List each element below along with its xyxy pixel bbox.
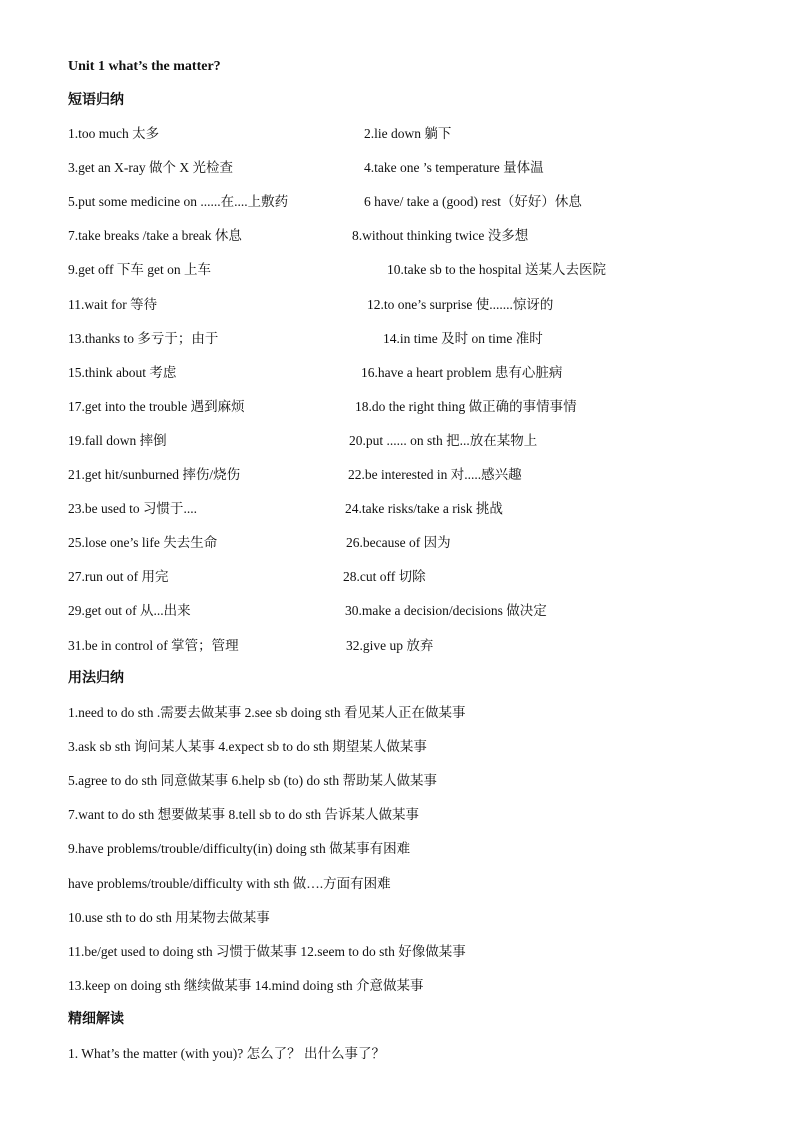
usage-item: 10.use sth to do sth 用某物去做某事 bbox=[68, 909, 270, 925]
phrase-item: 2.lie down 躺下 bbox=[364, 126, 452, 141]
phrase-item: 5.put some medicine on ......在....上敷药 bbox=[68, 194, 289, 210]
phrase-item: 26.because of 因为 bbox=[346, 535, 451, 551]
phrase-item: 15.think about 考虑 bbox=[68, 364, 177, 380]
phrase-item: 16.have a heart problem 患有心脏病 bbox=[361, 364, 563, 380]
phrase-item: 9.get off 下车 get on 上车 bbox=[68, 262, 211, 278]
phrase-item: 13.thanks to 多亏于；由于 bbox=[68, 330, 219, 346]
phrase-item: 19.fall down 摔倒 bbox=[68, 432, 167, 448]
phrase-item: 22.be interested in 对.....感兴趣 bbox=[348, 467, 522, 482]
phrase-item: 8.without thinking twice 没多想 bbox=[352, 228, 529, 244]
phrase-item: 17.get into the trouble 遇到麻烦 bbox=[68, 398, 245, 414]
reading-item: 1. What’s the matter (with you)? 怎么了？ 出什么事了？ bbox=[68, 1046, 385, 1061]
phrase-item: 18.do the right thing 做正确的事情事情 bbox=[355, 398, 577, 414]
usage-item: 9.have problems/trouble/difficulty(in) doing sth 做某事有困难 bbox=[68, 841, 411, 857]
phrase-item: 11.wait for 等待 bbox=[68, 296, 158, 312]
phrase-item: 32.give up 放弃 bbox=[346, 637, 434, 653]
usage-item: 7.want to do sth 想要做某事 8.tell sb to do sth 告诉某人做某事 bbox=[68, 807, 419, 823]
unit-title: Unit 1 what’s the matter? bbox=[68, 59, 221, 74]
phrase-item: 27.run out of 用完 bbox=[68, 569, 169, 585]
phrase-item: 25.lose one’s life 失去生命 bbox=[68, 535, 218, 551]
section-heading-reading: 精细解读 bbox=[68, 1012, 124, 1027]
usage-item: have problems/trouble/difficulty with sth 做….方面有困难 bbox=[68, 875, 391, 891]
phrase-item: 3.get an X-ray 做个 X 光检查 bbox=[68, 160, 233, 176]
phrase-item: 7.take breaks /take a break 休息 bbox=[68, 228, 242, 244]
phrase-item: 4.take one ’s temperature 量体温 bbox=[364, 160, 544, 176]
phrase-item: 14.in time 及时 on time 准时 bbox=[383, 330, 543, 346]
phrase-item: 1.too much 太多 bbox=[68, 126, 160, 141]
usage-item: 13.keep on doing sth 继续做某事 14.mind doing sth 介意做某事 bbox=[68, 977, 424, 993]
phrase-item: 21.get hit/sunburned 摔伤/烧伤 bbox=[68, 467, 241, 482]
phrase-item: 30.make a decision/decisions 做决定 bbox=[345, 603, 547, 619]
section-heading-phrases: 短语归纳 bbox=[68, 93, 124, 108]
phrase-item: 23.be used to 习惯于.... bbox=[68, 501, 197, 517]
phrase-item: 28.cut off 切除 bbox=[343, 569, 426, 585]
phrase-item: 24.take risks/take a risk 挑战 bbox=[345, 501, 503, 517]
usage-item: 5.agree to do sth 同意做某事 6.help sb (to) do sth 帮助某人做某事 bbox=[68, 773, 437, 789]
usage-item: 11.be/get used to doing sth 习惯于做某事 12.seem to do sth 好像做某事 bbox=[68, 943, 466, 959]
section-heading-usage: 用法归纳 bbox=[68, 671, 124, 686]
phrase-item: 20.put ...... on sth 把...放在某物上 bbox=[349, 432, 538, 448]
usage-item: 3.ask sb sth 询问某人某事 4.expect sb to do sth 期望某人做某事 bbox=[68, 739, 427, 755]
usage-item: 1.need to do sth .需要去做某事 2.see sb doing sth 看见某人正在做某事 bbox=[68, 705, 466, 720]
phrase-item: 29.get out of 从...出来 bbox=[68, 603, 191, 619]
phrase-item: 31.be in control of 掌管；管理 bbox=[68, 637, 239, 653]
phrase-item: 6 have/ take a (good) rest（好好）休息 bbox=[364, 194, 582, 210]
phrase-item: 12.to one’s surprise 使.......惊讶的 bbox=[367, 296, 554, 312]
phrase-item: 10.take sb to the hospital 送某人去医院 bbox=[387, 262, 606, 278]
